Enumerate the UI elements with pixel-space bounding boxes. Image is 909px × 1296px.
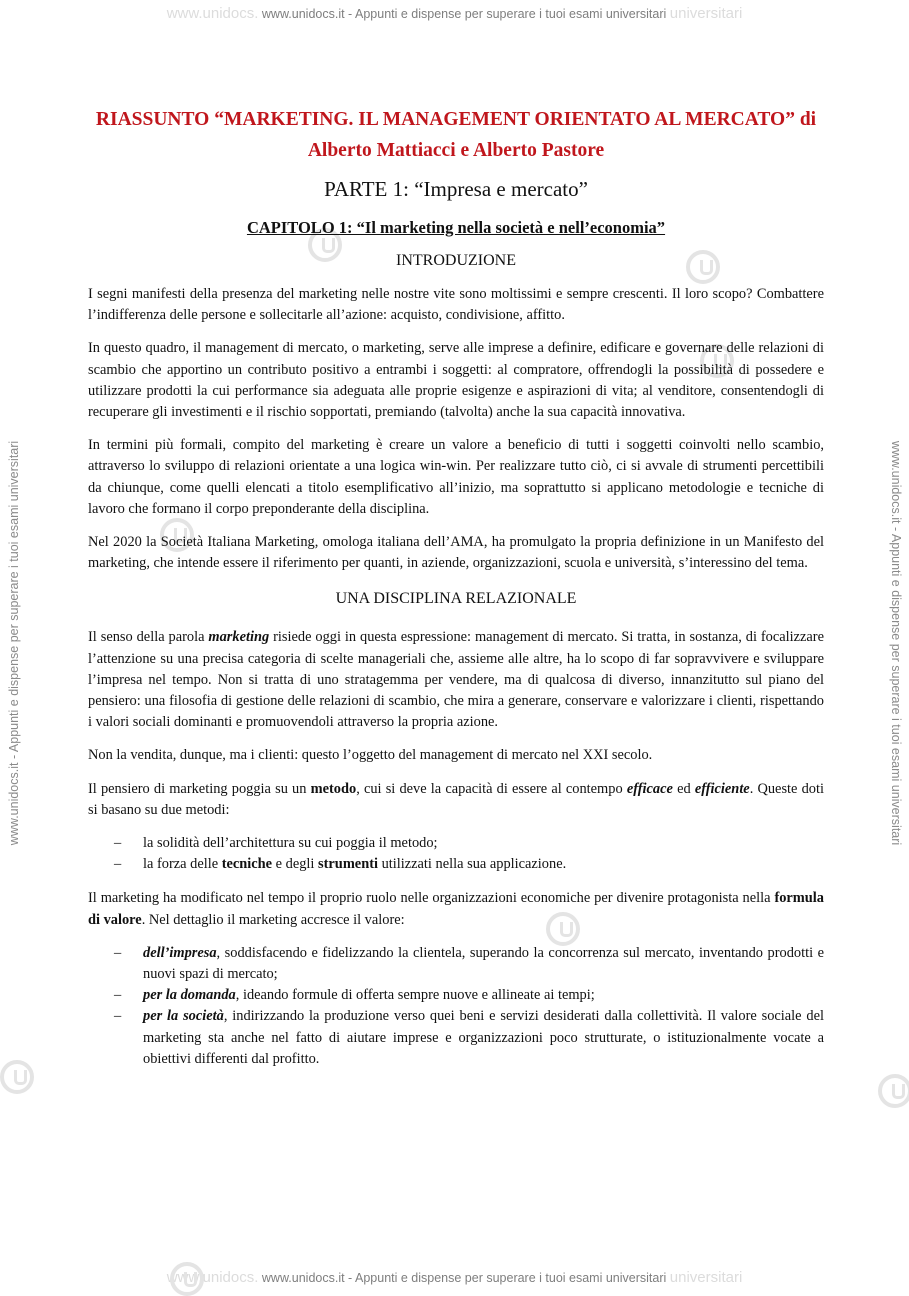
section-heading-disciplina-relazionale: UNA DISCIPLINA RELAZIONALE — [335, 590, 577, 608]
text-run: utilizzati nella sua applicazione. — [377, 856, 567, 873]
emphasis-efficace: efficace — [626, 780, 673, 797]
bold-tecniche: tecniche — [221, 856, 273, 873]
emphasis-per-la-domanda: per la domanda — [143, 987, 236, 1004]
list-item — [88, 1006, 824, 1070]
watermark-text: www.unidocs.it - Appunti e dispense per superare i tuoi esami universitari — [261, 7, 667, 21]
text-run: risiede oggi in questa espressione: management di mercato. Si tratta, in sostanza, di focalizzare l’attenzione su una precisa categoria di scelte manageriali che, assieme alle altre, ha lo scopo di far sopravvivere e sviluppare l’impresa nel tempo. Non si tratta di uno stratagemma per vendere, ma di qualcosa di diverso, innanzitutto sul piano del pensiero: una filosofia di gestione delle relazioni di scambio, che mira a generare, conservare e valorizzare i clienti, rispettando i valori sociali dominanti e promuovendoli attraverso la propria azione. — [88, 629, 824, 731]
emphasis-efficiente: efficiente — [694, 780, 750, 797]
paragraph-intro-4: Nel 2020 la Società Italiana Marketing, omologa italiana dell’AMA, ha promulgato la propria definizione in un Manifesto del marketing, che intende essere il riferimento per quanti, in aziende, organizzazioni, scuola e università, s’interessino del tema. — [88, 534, 824, 572]
text-run: Il senso della parola — [88, 629, 209, 646]
list-item — [88, 854, 824, 875]
text-run: Il pensiero di marketing poggia su un — [88, 780, 311, 797]
emphasis-per-la-societa: per la società — [143, 1008, 224, 1025]
watermark-ghost-right: universitari — [669, 1269, 743, 1286]
emphasis-dell-impresa: dell’impresa — [143, 944, 217, 961]
emphasis-marketing: marketing — [208, 629, 270, 646]
watermark-right-vertical — [889, 213, 903, 1073]
watermark-top — [0, 5, 909, 22]
text-run: ed — [672, 780, 695, 797]
bold-strumenti: strumenti — [318, 856, 378, 873]
watermark-text: www.unidocs.it - Appunti e dispense per superare i tuoi esami universitari — [889, 440, 903, 846]
list-dash: – — [114, 1008, 122, 1025]
list-valore — [88, 943, 824, 1070]
watermark-text: www.unidocs.it - Appunti e dispense per superare i tuoi esami universitari — [261, 1271, 667, 1285]
text-run: , cui si deve la capacità di essere al contempo — [356, 780, 627, 797]
list-item — [88, 985, 824, 1006]
watermark-bottom — [0, 1269, 909, 1286]
chapter-heading: CAPITOLO 1: “Il marketing nella società e nell’economia” — [246, 218, 666, 237]
paragraph-relazionale-3 — [88, 779, 824, 821]
watermark-ghost-right: universitari — [669, 5, 743, 22]
list-item — [88, 833, 824, 854]
paragraph-intro-2: In questo quadro, il management di mercato, o marketing, serve alle imprese a definire, edificare e governare delle relazioni di scambio che apportino un contributo positivo a entrambi i soggetti: al compratore, offrendogli la possibilità di possedere e utilizzare prodotti la cui performance sia adeguata alle proprie esigenze e aspirazioni di vita; al venditore, consentendogli di recuperare gli investimenti e il rischio sopportati, premiando (talvolta) anche la sua capacità innovativa. — [88, 340, 824, 421]
unidocs-logo-watermark — [878, 1074, 909, 1108]
document-page — [88, 104, 824, 1083]
list-dash: – — [114, 835, 122, 852]
watermark-ghost-left: www.unidocs. — [166, 1269, 259, 1286]
unidocs-logo-watermark — [0, 1060, 34, 1094]
bold-formula-di-valore: formula di valore — [88, 890, 824, 928]
text-run: , soddisfacendo e fidelizzando la clientela, superando la concorrenza sul mercato, inventando prodotti e nuovi spazi di mercato; — [143, 944, 824, 983]
text-run: , ideando formule di offerta sempre nuove e allineate ai tempi; — [235, 987, 595, 1004]
list-dash: – — [114, 987, 122, 1004]
paragraph-relazionale-4 — [88, 888, 824, 930]
text-run: la forza delle — [143, 856, 222, 873]
text-run: , indirizzando la produzione verso quei beni e servizi desiderati dalla collettività. Il valore sociale del marketing sta anche nel fatto di aiutare imprese e organizzazioni poco strutturate, o istituzionalmente vocate a obiettivi differenti dal profitto. — [143, 1008, 824, 1067]
section-heading-introduzione: INTRODUZIONE — [396, 252, 516, 269]
text-run: . Nel dettaglio il marketing accresce il valore: — [141, 911, 405, 928]
bold-metodo: metodo — [310, 780, 357, 797]
list-item — [88, 943, 824, 985]
document-title: RIASSUNTO “MARKETING. IL MANAGEMENT ORIENTATO AL MERCATO” di Alberto Mattiacci e Alberto Pastore — [95, 109, 817, 161]
list-metodi — [88, 833, 824, 875]
list-dash: – — [114, 856, 122, 873]
list-item-text: la solidità dell’architettura su cui poggia il metodo; — [143, 835, 438, 852]
list-dash: – — [114, 944, 122, 961]
part-heading: PARTE 1: “Impresa e mercato” — [324, 177, 588, 201]
paragraph-relazionale-2: Non la vendita, dunque, ma i clienti: questo l’oggetto del management di mercato nel XXI secolo. — [88, 747, 653, 764]
paragraph-intro-3: In termini più formali, compito del marketing è creare un valore a beneficio di tutti i soggetti coinvolti nello scambio, attraverso lo sviluppo di relazioni orientate a una logica win-win. Per realizzare tutto ciò, ci si avvale di strumenti percettibili da chiunque, come quelli elencati a titolo esemplificativo all’inizio, ma soprattutto si applicano metodologie e tecniche di lavoro che formano il corpo preponderante della disciplina. — [88, 437, 824, 517]
watermark-left-vertical — [7, 213, 21, 1073]
paragraph-intro-1: I segni manifesti della presenza del marketing nelle nostre vite sono moltissimi e sempre crescenti. Il loro scopo? Combattere l’indifferenza delle persone e sollecitarle all’azione: acquisto, condivisione, affitto. — [88, 286, 824, 324]
text-run: . Queste doti si basano su due metodi: — [88, 780, 824, 818]
watermark-text: www.unidocs.it - Appunti e dispense per superare i tuoi esami universitari — [7, 440, 21, 846]
watermark-ghost-left: www.unidocs. — [166, 5, 259, 22]
text-run: e degli — [272, 856, 319, 873]
text-run: Il marketing ha modificato nel tempo il proprio ruolo nelle organizzazioni economiche per divenire protagonista nella — [88, 890, 775, 907]
paragraph-relazionale-1 — [88, 627, 824, 733]
unidocs-logo-watermark — [170, 1262, 204, 1296]
